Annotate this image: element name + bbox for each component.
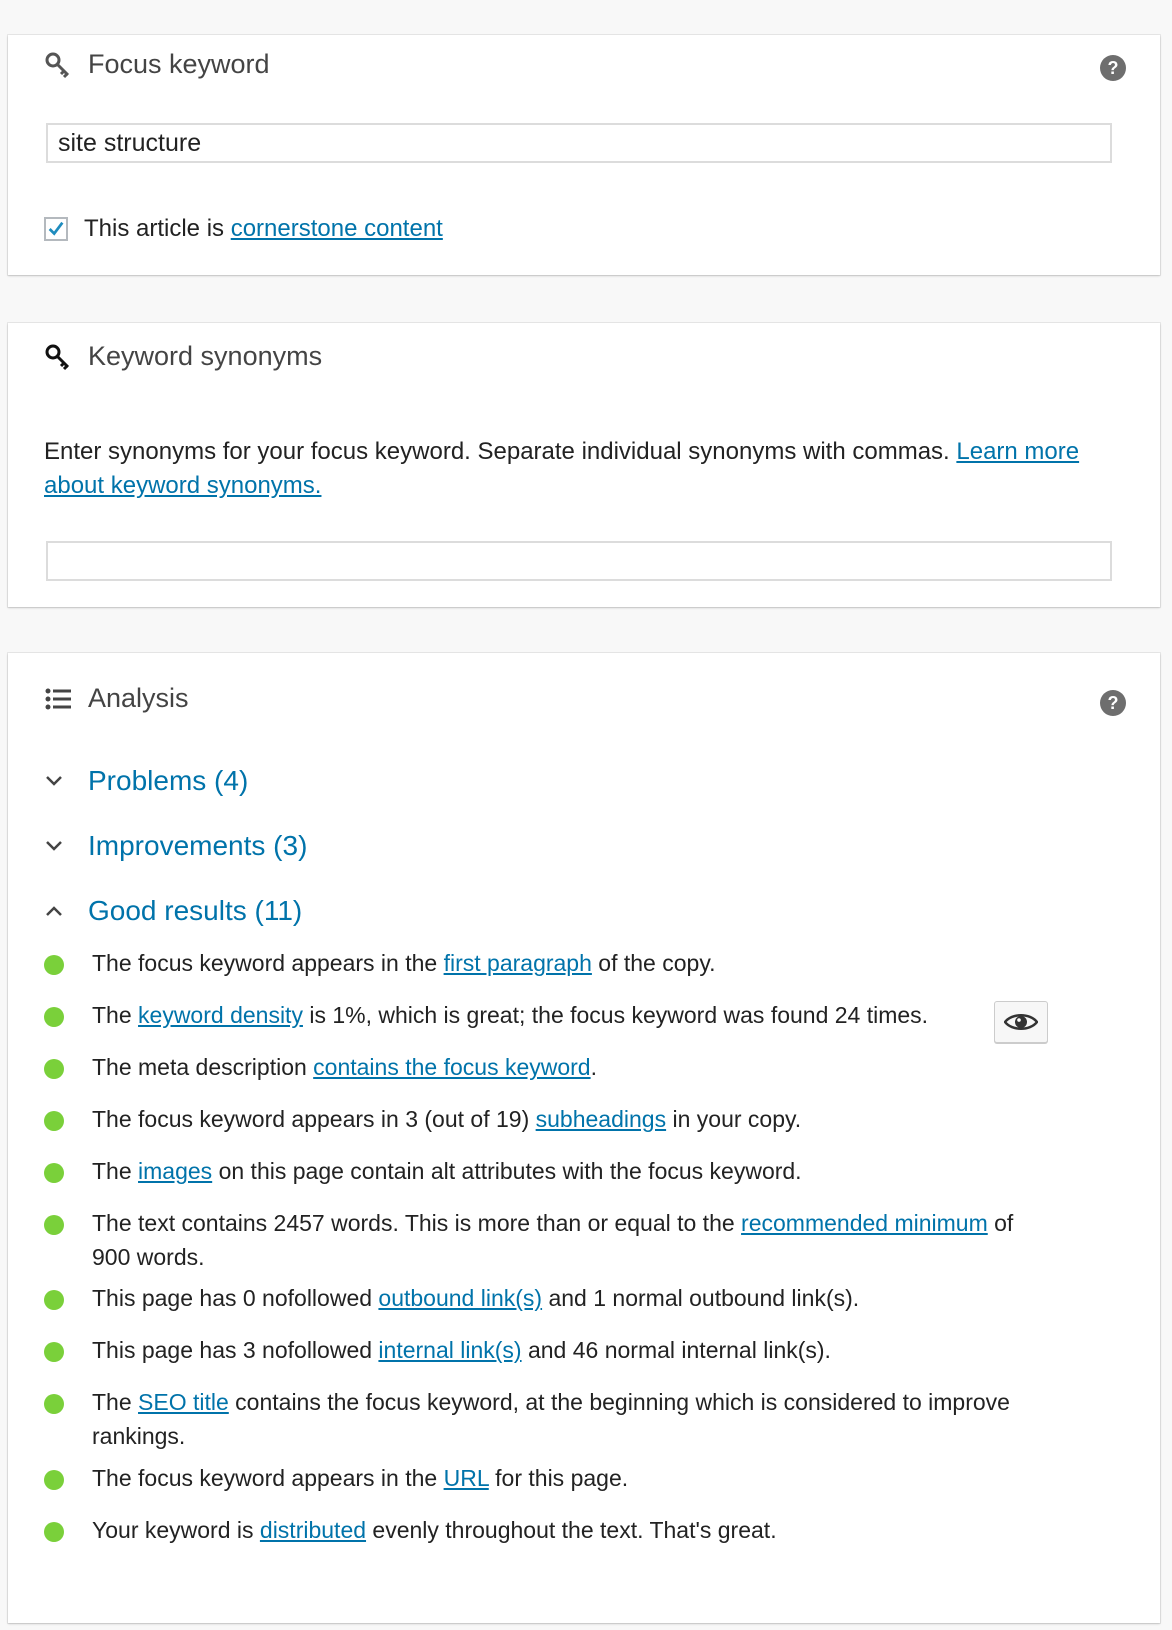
result-link[interactable]: SEO title	[138, 1389, 229, 1415]
result-link[interactable]: URL	[443, 1465, 489, 1491]
result-item: The keyword density is 1%, which is great; the focus keyword was found 24 times.	[44, 998, 1044, 1032]
panel-title: Focus keyword	[88, 49, 270, 79]
good-status-dot	[44, 1290, 64, 1310]
panel-title: Keyword synonyms	[88, 341, 323, 371]
result-link[interactable]: first paragraph	[443, 950, 592, 976]
highlight-eye-button[interactable]	[994, 1001, 1048, 1043]
cornerstone-checkbox[interactable]	[44, 217, 68, 241]
good-status-dot	[44, 955, 64, 975]
help-icon[interactable]: ?	[1100, 55, 1126, 81]
good-status-dot	[44, 1111, 64, 1131]
focus-keyword-header	[44, 49, 270, 80]
result-item: The meta description contains the focus keyword.	[44, 1050, 1044, 1084]
analysis-header	[44, 683, 189, 714]
result-item: The focus keyword appears in the first paragraph of the copy.	[44, 946, 1044, 980]
focus-keyword-panel	[8, 35, 1160, 275]
good-status-dot	[44, 1522, 64, 1542]
eye-icon	[1004, 1012, 1038, 1032]
result-item: This page has 0 nofollowed outbound link(s) and 1 normal outbound link(s).	[44, 1281, 1044, 1315]
result-item: The SEO title contains the focus keyword, at the beginning which is considered to improve rankings.	[44, 1385, 1044, 1453]
keyword-synonyms-panel	[8, 323, 1160, 607]
cornerstone-row	[44, 215, 443, 243]
result-link[interactable]: contains the focus keyword	[313, 1054, 591, 1080]
key-icon	[44, 51, 72, 79]
synonyms-header	[44, 341, 322, 372]
good-status-dot	[44, 1470, 64, 1490]
good-status-dot	[44, 1215, 64, 1235]
good-status-dot	[44, 1163, 64, 1183]
cornerstone-label: This article is cornerstone content	[84, 215, 443, 242]
result-link[interactable]: keyword density	[138, 1002, 303, 1028]
good-status-dot	[44, 1342, 64, 1362]
result-item: Your keyword is distributed evenly throughout the text. That's great.	[44, 1513, 1044, 1547]
result-item: The focus keyword appears in the URL for this page.	[44, 1461, 1044, 1495]
result-item: The focus keyword appears in 3 (out of 19) subheadings in your copy.	[44, 1102, 1044, 1136]
learn-more-link[interactable]: Learn more about keyword synonyms.	[44, 438, 1080, 499]
cornerstone-link[interactable]: cornerstone content	[230, 215, 443, 242]
section-improvements[interactable]	[44, 830, 307, 862]
checkmark-icon	[46, 218, 66, 240]
result-link[interactable]: distributed	[259, 1517, 367, 1543]
result-link[interactable]: subheadings	[535, 1106, 667, 1132]
section-problems[interactable]	[44, 765, 248, 797]
section-label: Good results (11)	[88, 895, 303, 926]
chevron-up-icon	[44, 901, 64, 921]
good-status-dot	[44, 1059, 64, 1079]
section-label: Improvements (3)	[88, 830, 308, 861]
focus-keyword-input[interactable]	[46, 123, 1112, 163]
section-good-results[interactable]	[44, 895, 302, 927]
result-item: The images on this page contain alt attributes with the focus keyword.	[44, 1154, 1044, 1188]
analysis-panel	[8, 653, 1160, 1623]
good-status-dot	[44, 1394, 64, 1414]
result-link[interactable]: recommended minimum	[741, 1210, 988, 1236]
section-label: Problems (4)	[88, 765, 249, 796]
synonyms-input[interactable]	[46, 541, 1112, 581]
chevron-down-icon	[44, 836, 64, 856]
help-icon[interactable]: ?	[1100, 690, 1126, 716]
chevron-down-icon	[44, 771, 64, 791]
good-status-dot	[44, 1007, 64, 1027]
result-link[interactable]: internal link(s)	[378, 1337, 522, 1363]
panel-title: Analysis	[88, 683, 189, 713]
key-icon	[44, 343, 72, 371]
result-link[interactable]: images	[138, 1158, 213, 1184]
result-item: The text contains 2457 words. This is more than or equal to the recommended minimum of 900 words.	[44, 1206, 1044, 1274]
result-link[interactable]: outbound link(s)	[378, 1285, 543, 1311]
list-icon	[44, 685, 72, 713]
result-item: This page has 3 nofollowed internal link(s) and 46 normal internal link(s).	[44, 1333, 1044, 1367]
synonyms-description: Enter synonyms for your focus keyword. Separate individual synonyms with commas. Learn more about keyword synonyms.	[44, 438, 1080, 499]
